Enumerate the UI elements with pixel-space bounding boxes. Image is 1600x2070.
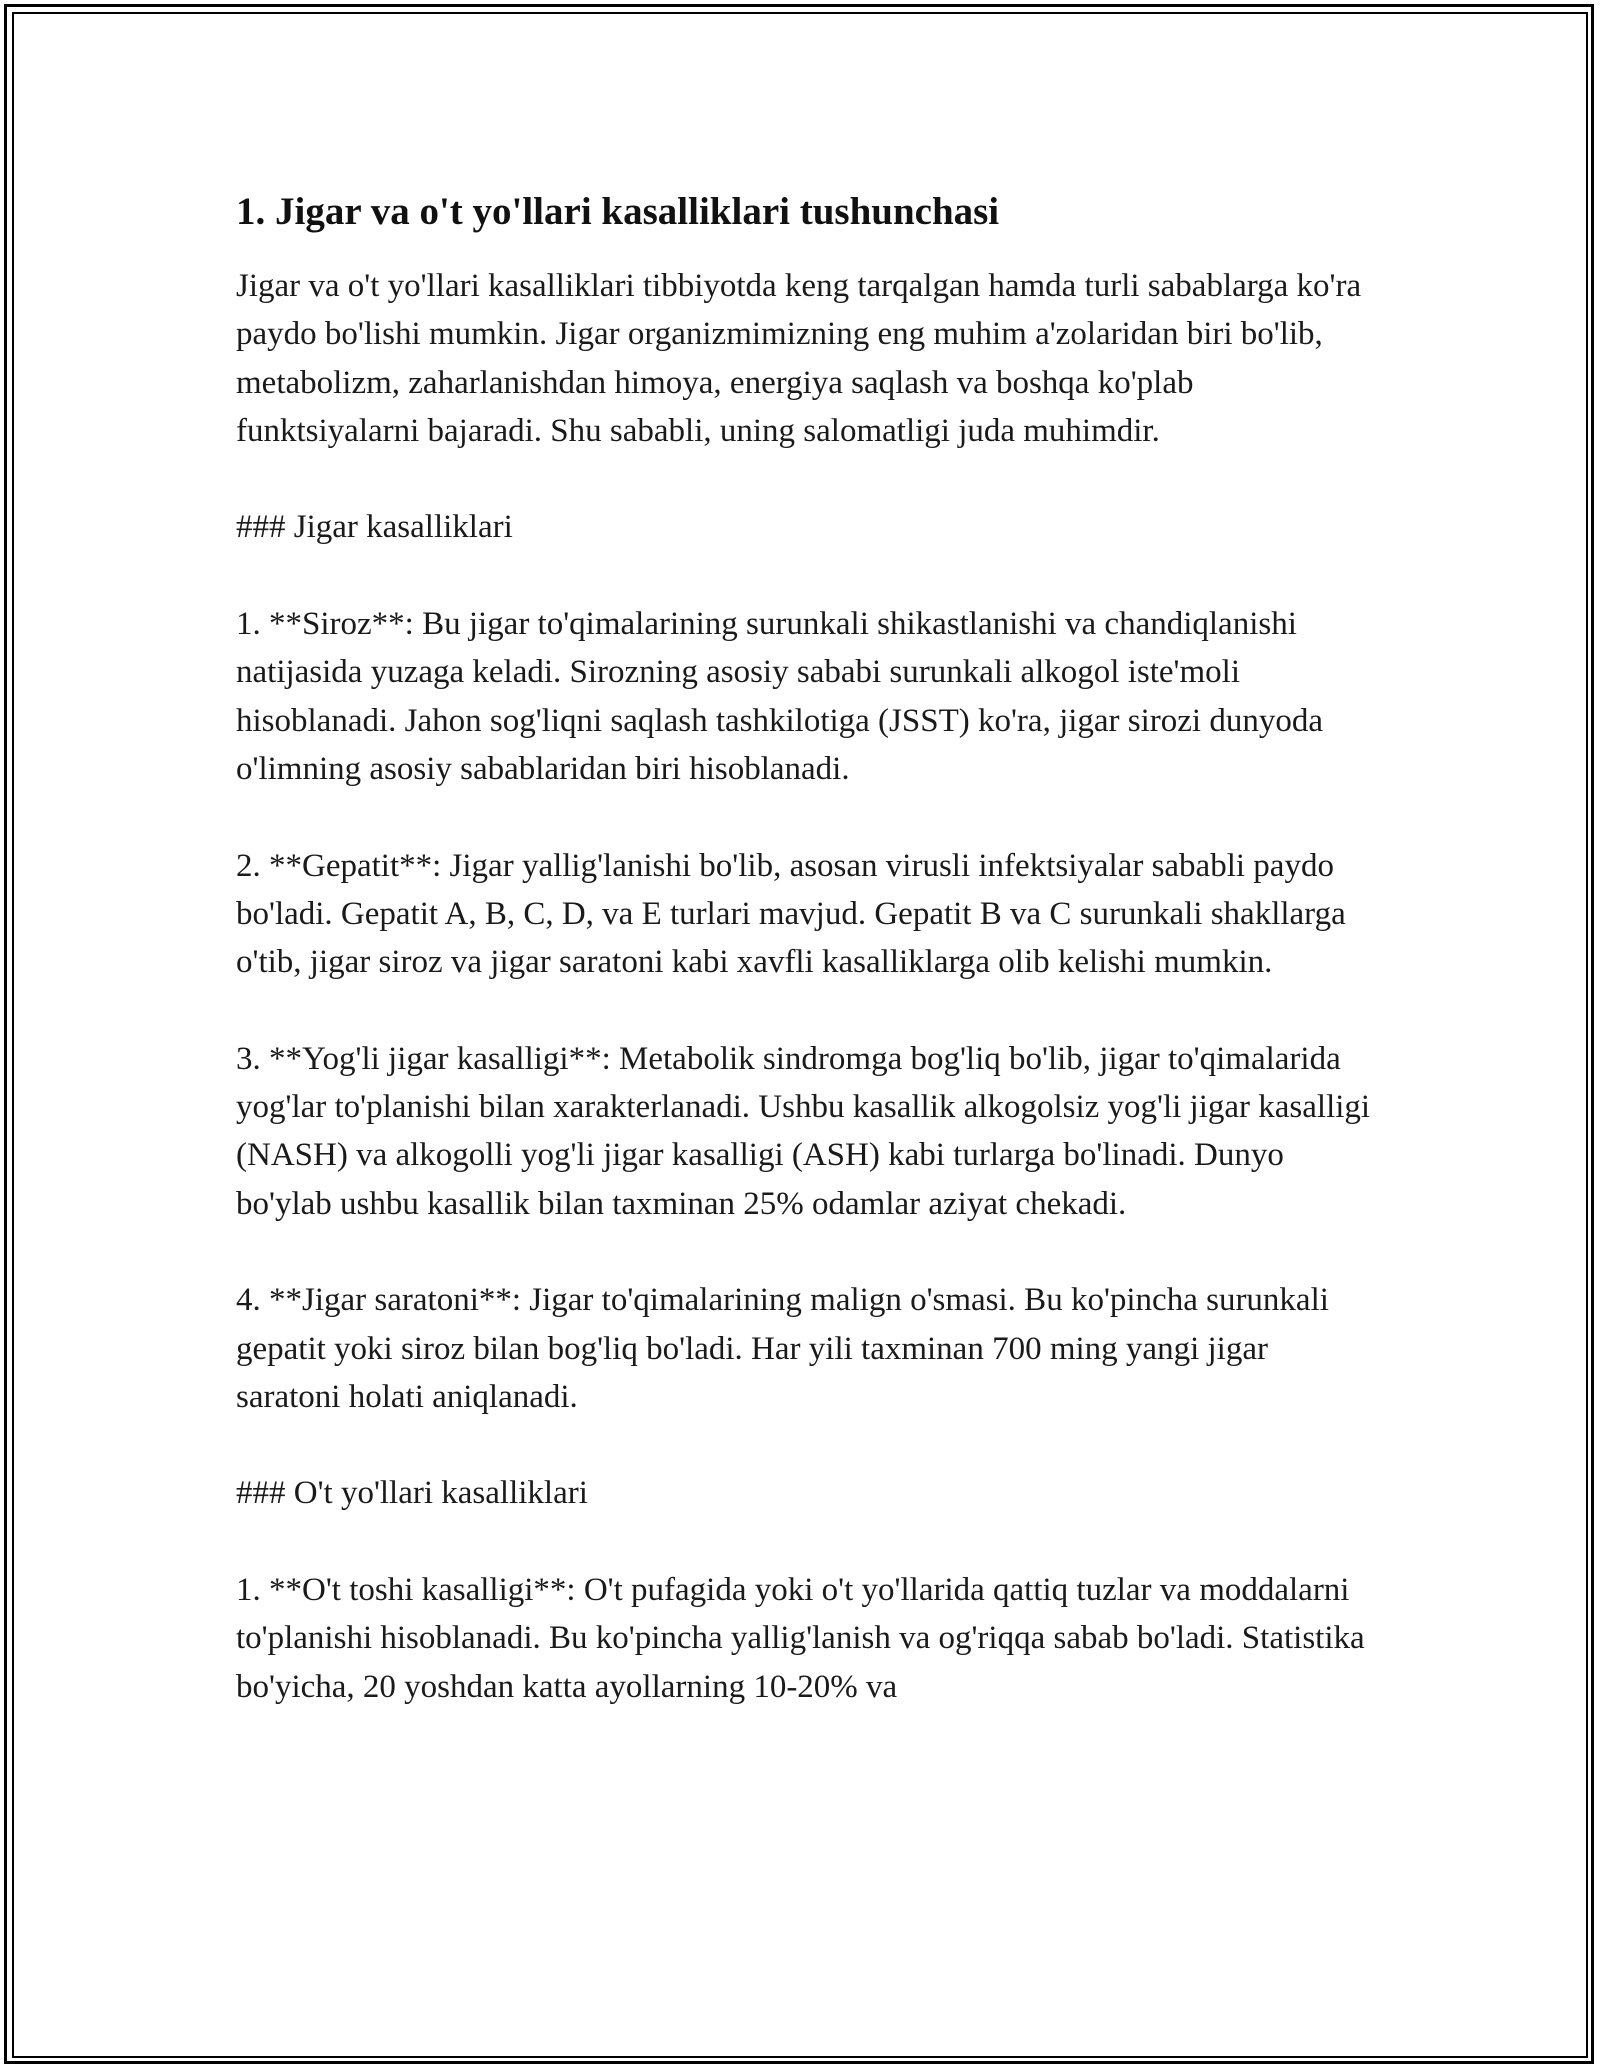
list-item-gallstones: 1. **O't toshi kasalligi**: O't pufagida yoki o't yo'llarida qattiq tuzlar va moddalarni to'planishi hisoblanadi. Bu ko'pincha yallig'lanish va og'riqqa sabab bo'ladi. Statistika bo'yicha, 20 yoshdan katta ayollarning 10-20% va bbox=[236, 1572, 1365, 1705]
section-heading: 1. Jigar va o't yo'llari kasalliklari tushunchasi bbox=[236, 190, 1000, 233]
list-item-hepatitis: 2. **Gepatit**: Jigar yallig'lanishi bo'lib, asosan virusli infektsiyalar sababli paydo bo'ladi. Gepatit A, B, C, D, va E turlari mavjud. Gepatit B va C surunkali shakllarga o'tib, jigar siroz va jigar saratoni kabi xavfli kasalliklarga olib kelishi mumkin. bbox=[236, 847, 1346, 981]
document-body bbox=[236, 188, 1376, 1711]
list-item-cirrhosis: 1. **Siroz**: Bu jigar to'qimalarining surunkali shikastlanishi va chandiqlanishi natijasida yuzaga keladi. Sirozning asosiy sababi surunkali alkogol iste'moli hisoblanadi. Jahon sog'liqni saqlash tashkilotiga (JSST) ko'ra, jigar sirozi dunyoda o'limning asosiy sabablaridan biri hisoblanadi. bbox=[236, 606, 1324, 787]
list-item-liver-cancer: 4. **Jigar saratoni**: Jigar to'qimalarining malign o'smasi. Bu ko'pincha surunkali gepatit yoki siroz bilan bog'liq bo'ladi. Har yili taxminan 700 ming yangi jigar saratoni holati aniqlanadi. bbox=[236, 1282, 1329, 1415]
subheading-liver-diseases: ### Jigar kasalliklari bbox=[236, 509, 513, 546]
list-item-fatty-liver: 3. **Yog'li jigar kasalligi**: Metabolik sindromga bog'liq bo'lib, jigar to'qimalarida yog'lar to'planishi bilan xarakterlanadi. Ushbu kasallik alkogolsiz yog'li jigar kasalligi (NASH) va alkogolli yog'li jigar kasalligi (ASH) kabi turlarga bo'linadi. Dunyo bo'ylab ushbu kasallik bilan taxminan 25% odamlar aziyat chekadi. bbox=[236, 1040, 1371, 1222]
subheading-bile-duct-diseases: ### O't yo'llari kasalliklari bbox=[236, 1475, 588, 1512]
intro-paragraph: Jigar va o't yo'llari kasalliklari tibbiyotda keng tarqalgan hamda turli sabablarga ko'ra paydo bo'lishi mumkin. Jigar organizmimizning eng muhim a'zolaridan biri bo'lib, metabolizm, zaharlanishdan himoya, energiya saqlash va boshqa ko'plab funktsiyalarni bajaradi. Shu sababli, uning salomatligi juda muhimdir. bbox=[236, 268, 1362, 449]
